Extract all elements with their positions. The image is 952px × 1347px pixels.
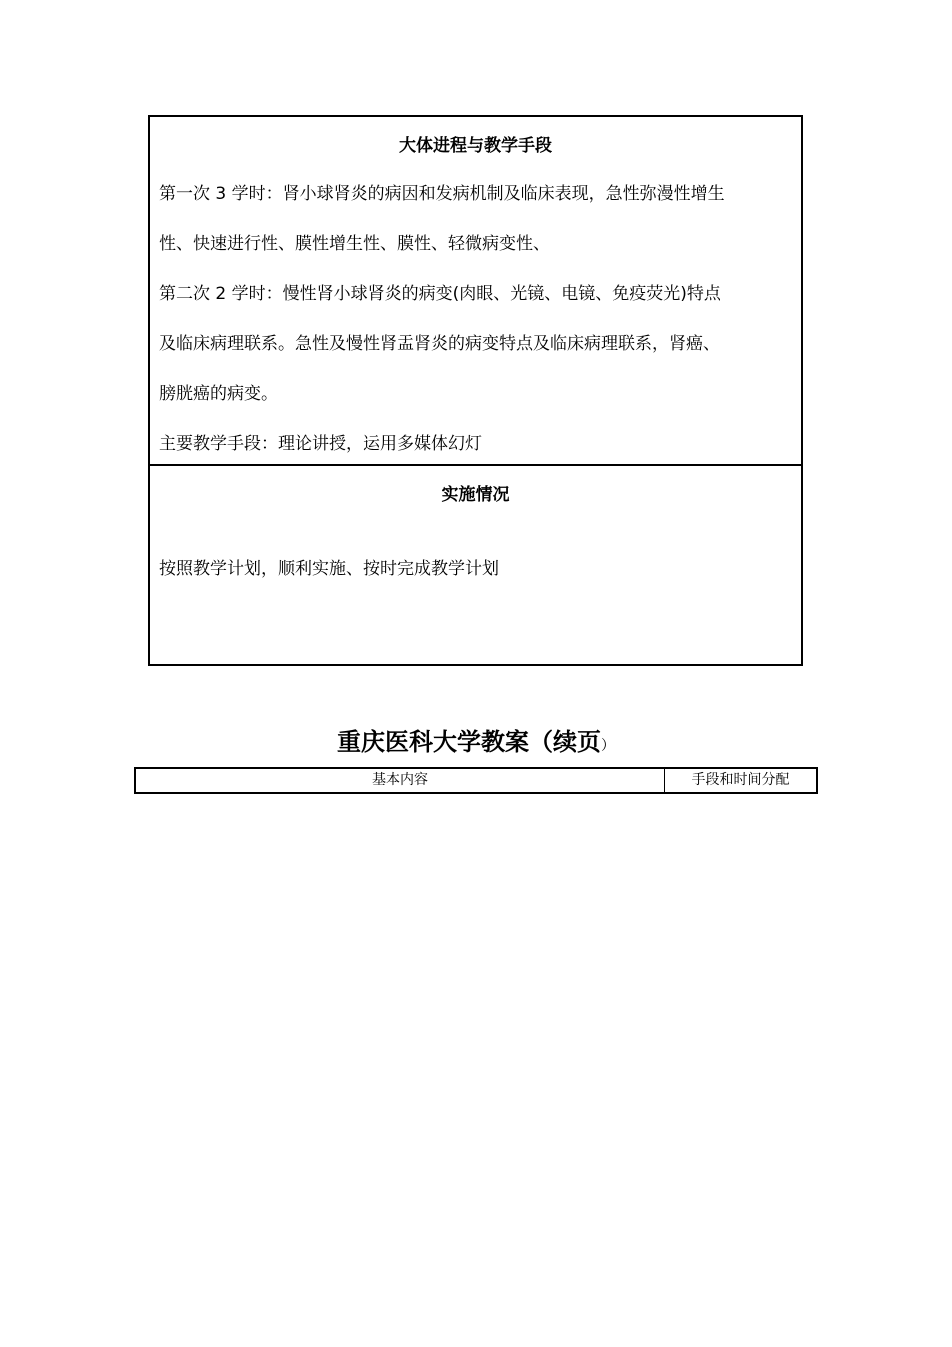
continuation-header-row [134, 767, 818, 794]
progress-title: 大体进程与教学手段 [399, 136, 552, 156]
continuation-title-text: 重庆医科大学教案（续页 [337, 727, 601, 756]
column-method-time: 手段和时间分配 [691, 772, 790, 788]
progress-line: 膀胱癌的病变。 [159, 384, 278, 404]
lesson-plan-table [148, 115, 803, 666]
column-basic-content: 基本内容 [136, 769, 665, 792]
progress-line: 主要教学手段：理论讲授，运用多媒体幻灯 [159, 434, 482, 454]
progress-line: 第二次 2 学时：慢性肾小球肾炎的病变(肉眼、光镜、电镜、免疫荧光)特点 [159, 284, 721, 304]
progress-line: 第一次 3 学时：肾小球肾炎的病因和发病机制及临床表现，急性弥漫性增生 [159, 184, 725, 204]
continuation-title-paren: ） [601, 738, 615, 754]
implementation-text: 按照教学计划，顺利实施、按时完成教学计划 [159, 559, 499, 579]
implementation-title: 实施情况 [441, 485, 510, 505]
implementation-section [150, 466, 801, 666]
continuation-page-title [0, 724, 952, 764]
progress-line: 及临床病理联系。急性及慢性肾盂肾炎的病变特点及临床病理联系，肾癌、 [159, 334, 720, 354]
progress-line: 性、快速进行性、膜性增生性、膜性、轻微病变性、 [159, 234, 550, 254]
progress-section [150, 117, 801, 466]
